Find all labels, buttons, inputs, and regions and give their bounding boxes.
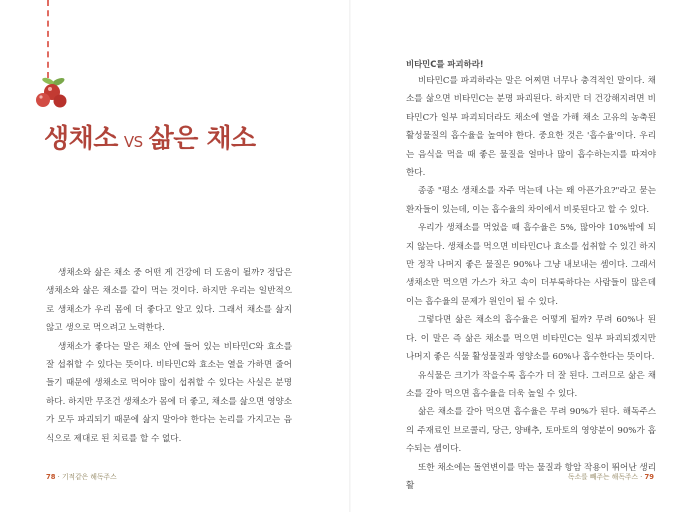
left-body-text xyxy=(46,264,292,448)
title-raw-vegetables: 생채소 xyxy=(44,124,118,154)
running-title: 독소를 빼주는 해독주스 · xyxy=(568,473,643,481)
paragraph: 또한 채소에는 돌연변이를 막는 물질과 항암 작용이 뛰어난 생리활 xyxy=(406,462,656,491)
title-boiled-vegetables: 삶은 채소 xyxy=(148,124,256,154)
hanging-thread xyxy=(47,0,49,78)
page-number: 78 xyxy=(46,473,56,481)
running-title: · 기적같은 해독주스 xyxy=(57,473,117,481)
hanging-berries-icon xyxy=(28,72,78,112)
paragraph: 생채소가 좋다는 말은 채소 안에 들어 있는 비타민C와 효소를 잘 섭취할 수 있다는 뜻이다. 비타민C와 효소는 열을 가하면 줄어들기 때문에 생채소로 먹어야 많이 섭취할 수 있다는 사실은 분명하다. 하지만 무조건 생채소가 몸에 더 좋고, 채소를 삶으면 영양소가 모두 파괴되기 때문에 삶지 말아야 한다는 논리를 가지고는 음식으로 제대로 된 치료를 할 수 없다. xyxy=(46,341,292,444)
paragraph: 그렇다면 삶은 채소의 흡수율은 어떻게 될까? 무려 60%나 된다. 이 말은 즉 삶은 채소를 먹으면 비타민C는 일부 파괴되겠지만 나머지 좋은 식물 활성물질과 영양소를 60%나 흡수한다는 뜻이다. xyxy=(406,315,656,363)
left-folio xyxy=(46,471,117,481)
section-heading: 비타민C를 파괴하라! xyxy=(406,59,484,69)
paragraph: 종종 "평소 생채소를 자주 먹는데 나는 왜 아픈가요?"라고 묻는 환자들이 있는데, 이는 흡수율의 차이에서 비롯된다고 할 수 있다. xyxy=(406,186,656,215)
right-page xyxy=(350,0,700,512)
page-number: 79 xyxy=(644,473,654,481)
paragraph: 비타민C를 파괴하라는 말은 어찌면 너무나 충격적인 말이다. 채소를 삶으면 비타민C는 분명 파괴된다. 하지만 더 건강해지려면 비타민C가 일부 파괴되더라도 채소에 열을 가해 채소 고유의 농축된 활성물질의 흡수율을 높여야 한다. 중요한 것은 '흡수율'이다. 우리는 음식을 먹을 때 좋은 물질을 얼마나 많이 흡수하는지를 따져야 한다. xyxy=(406,76,656,179)
page-title xyxy=(44,118,256,155)
title-vs: VS xyxy=(123,133,143,151)
paragraph: 우리가 생채소를 먹었을 때 흡수율은 5%, 많아야 10%밖에 되지 않는다. 생채소를 먹으면 비타민C나 효소를 섭취할 수 있긴 하지만 정작 나머지 좋은 물질은 90%나 그냥 내보내는 셈이다. 그래서 생채소만 먹으면 가스가 차고 속이 더부룩하다는 사람들이 많은데 이는 흡수율의 문제가 원인이 될 수 있다. xyxy=(406,223,656,307)
paragraph: 유식물은 크기가 작을수록 흡수가 더 잘 된다. 그러므로 삶은 채소를 갈아 먹으면 흡수율을 더욱 높일 수 있다. xyxy=(406,370,656,399)
right-folio xyxy=(568,471,654,481)
paragraph: 생채소와 삶은 채소 중 어떤 게 건강에 더 도움이 될까? 정답은 생채소와 삶은 채소를 같이 먹는 것이다. 하지만 우리는 일반적으로 생채소가 우리 몸에 더 좋다고 알고 있다. 그래서 채소를 삶지 않고 생으로 먹으려고 노력한다. xyxy=(46,268,292,334)
paragraph: 삶은 채소를 갈아 먹으면 흡수율은 무려 90%가 된다. 해독주스의 주재료인 브로콜리, 당근, 양배추, 토마토의 영양분이 90%가 흡수되는 셈이다. xyxy=(406,407,656,455)
right-body-text xyxy=(406,72,656,495)
